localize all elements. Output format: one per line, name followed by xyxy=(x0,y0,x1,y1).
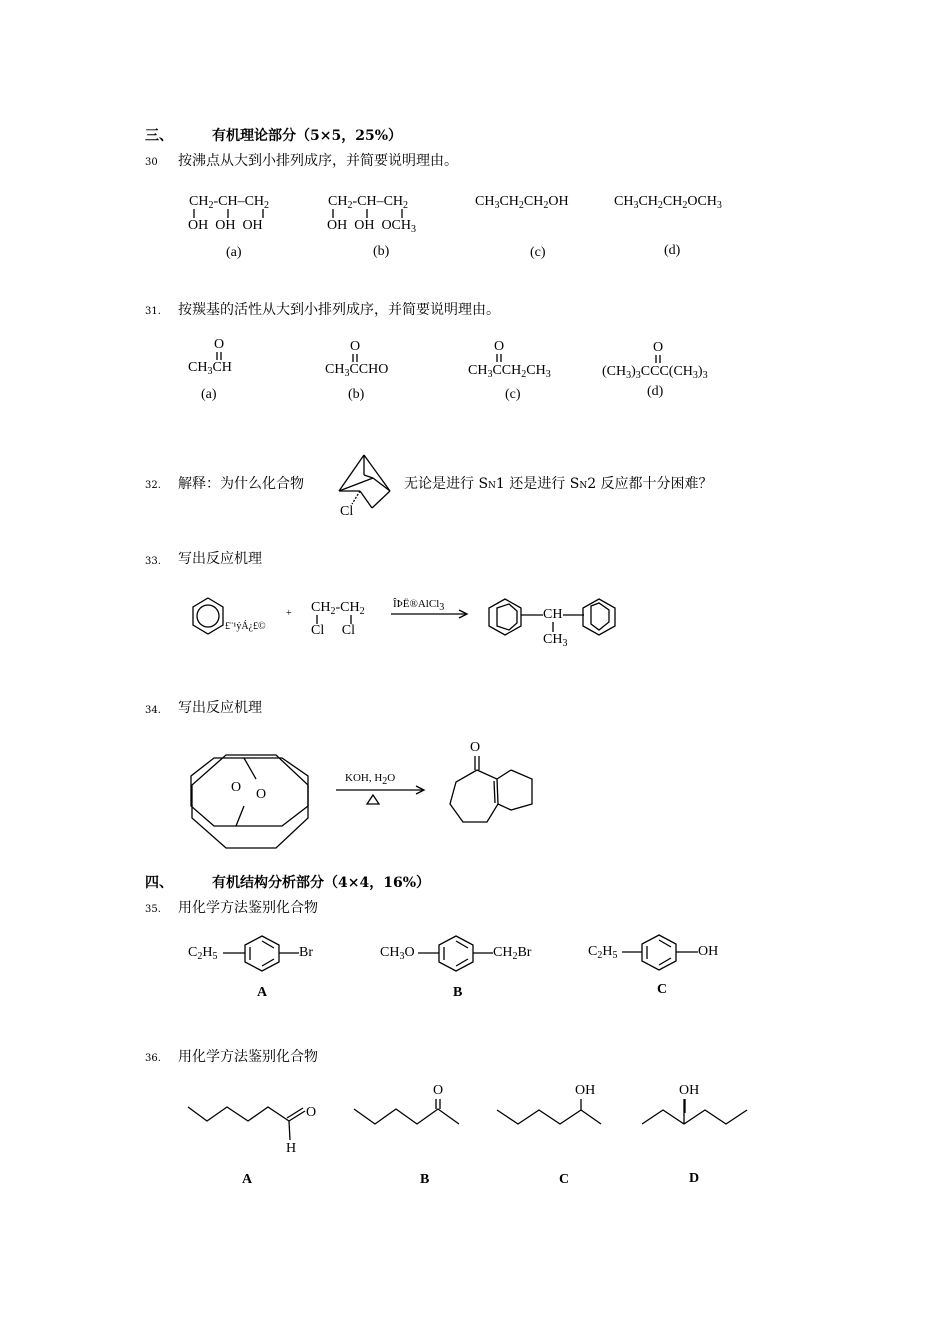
q36-b-oxygen: O xyxy=(433,1083,444,1098)
q32-number: 32. xyxy=(145,480,161,491)
section-4-heading: 四、 xyxy=(145,875,173,891)
q30-a-chain: $CH_2-CH-CH_2$ xyxy=(189,194,270,211)
q31-c-formula: $CH_3CCH_2CH_3$ xyxy=(468,363,551,380)
q35-c-hydroxyl: OH xyxy=(698,944,719,959)
q30-label-c: (c) xyxy=(530,245,546,260)
q36-label-a: A xyxy=(242,1172,253,1187)
q32-text-after: 无论是进行 SN1 还是进行 SN2 反应都十分困难？ xyxy=(404,476,713,492)
q30-d-formula: $CH_3CH_2CH_2OCH_3$ xyxy=(614,194,722,211)
q34-reactant-oxygen-2: O xyxy=(256,787,267,802)
q32-norbornane-structure xyxy=(339,455,390,508)
q34-product-oxygen: O xyxy=(470,740,481,755)
q31-label-a: (a) xyxy=(201,387,217,402)
section-4-title: 有机结构分析部分（4×4，16%） xyxy=(212,875,430,891)
q35-c-structure xyxy=(622,935,698,970)
q31-d-formula: $(CH_3)_3CCC(CH_3)_3$ xyxy=(602,364,708,381)
q35-b-bromomethyl: $CH_2Br$ xyxy=(493,945,532,962)
q36-c-structure xyxy=(497,1099,601,1124)
q36-a-structure xyxy=(188,1107,305,1140)
q30-number: 30 xyxy=(145,157,158,168)
q31-b-oxygen: O xyxy=(350,339,361,354)
q36-text: 用化学方法鉴别化合物 xyxy=(178,1049,318,1065)
q32-chlorine: Cl xyxy=(340,504,354,519)
q30-text: 按沸点从大到小排列成序，并简要说明理由。 xyxy=(178,153,458,169)
q34-reactant-structure xyxy=(191,755,308,848)
q34-product-structure xyxy=(450,756,532,822)
q36-a-oxygen: O xyxy=(306,1105,317,1120)
q31-label-c: (c) xyxy=(505,387,521,402)
q36-d-structure xyxy=(642,1099,747,1124)
q35-label-a: A xyxy=(257,985,268,1000)
q36-number: 36. xyxy=(145,1053,161,1064)
q35-label-c: C xyxy=(657,982,668,997)
q30-bonds xyxy=(194,209,402,218)
q30-label-b: (b) xyxy=(373,244,390,259)
q35-a-bromine: Br xyxy=(299,945,313,960)
q30-c-formula: $CH_3CH_2CH_2OH$ xyxy=(475,194,569,211)
q35-label-b: B xyxy=(453,985,463,1000)
q35-a-structure xyxy=(223,936,299,971)
q33-number: 33. xyxy=(145,556,161,567)
q36-label-c: C xyxy=(559,1172,570,1187)
q31-c-oxygen: O xyxy=(494,339,505,354)
q36-a-hydrogen: H xyxy=(286,1141,297,1156)
q30-a-groups: OH OH OH xyxy=(188,218,263,233)
q33-plus: + xyxy=(286,608,292,619)
q33-reagent-groups: Cl Cl xyxy=(311,623,355,638)
q33-reagent-chain: $CH_2-CH_2$ xyxy=(311,600,365,617)
q31-number: 31. xyxy=(145,306,161,317)
q35-text: 用化学方法鉴别化合物 xyxy=(178,900,318,916)
q35-a-ethyl: $C_2H_5$ xyxy=(188,945,218,962)
q34-number: 34. xyxy=(145,705,161,716)
q34-reaction-arrow xyxy=(336,786,424,804)
q35-c-ethyl: $C_2H_5$ xyxy=(588,944,618,961)
q31-a-formula: $CH_3CH$ xyxy=(188,360,232,377)
q36-c-hydroxyl: OH xyxy=(575,1083,596,1098)
q35-number: 35. xyxy=(145,904,161,915)
q30-label-d: (d) xyxy=(664,243,681,258)
q36-d-hydroxyl: OH xyxy=(679,1083,700,1098)
q34-text: 写出反应机理 xyxy=(178,700,262,716)
q31-b-formula: $CH_3CCHO$ xyxy=(325,362,389,379)
q33-benzene-reactant xyxy=(193,598,223,634)
q34-reactant-oxygen-1: O xyxy=(231,780,242,795)
q36-label-d: D xyxy=(689,1171,700,1186)
q31-label-d: (d) xyxy=(647,384,664,399)
q33-product-ch3: $CH_3$ xyxy=(543,632,568,649)
q33-excess-note: £¨¹ýÁ¿£© xyxy=(225,621,266,632)
q35-b-methoxy: $CH_3O$ xyxy=(380,945,415,962)
section-3-heading: 三、 xyxy=(145,128,173,144)
q30-b-groups: OH OH $OCH_3$ xyxy=(327,218,416,235)
q35-b-structure xyxy=(418,936,493,971)
q32-text-before: 解释：为什么化合物 xyxy=(178,476,304,492)
q33-condition: ÎÞË®AlCl$_3$ xyxy=(393,598,445,613)
q31-d-oxygen: O xyxy=(653,340,664,355)
q34-condition: KOH, $H_2O$ xyxy=(345,772,396,787)
q31-label-b: (b) xyxy=(348,387,365,402)
q36-b-structure xyxy=(354,1099,459,1124)
section-3-title: 有机理论部分（5×5，25%） xyxy=(212,128,402,144)
q33-text: 写出反应机理 xyxy=(178,551,262,567)
q30-label-a: (a) xyxy=(226,245,242,260)
q33-reaction-arrow xyxy=(391,610,467,618)
q31-a-oxygen: O xyxy=(214,337,225,352)
q33-product-ch: CH xyxy=(543,607,563,622)
q31-text: 按羰基的活性从大到小排列成序，并简要说明理由。 xyxy=(178,302,500,318)
q31-carbonyl-bonds xyxy=(217,352,660,363)
q30-b-chain: $CH_2-CH-CH_2$ xyxy=(328,194,409,211)
q36-label-b: B xyxy=(420,1172,430,1187)
